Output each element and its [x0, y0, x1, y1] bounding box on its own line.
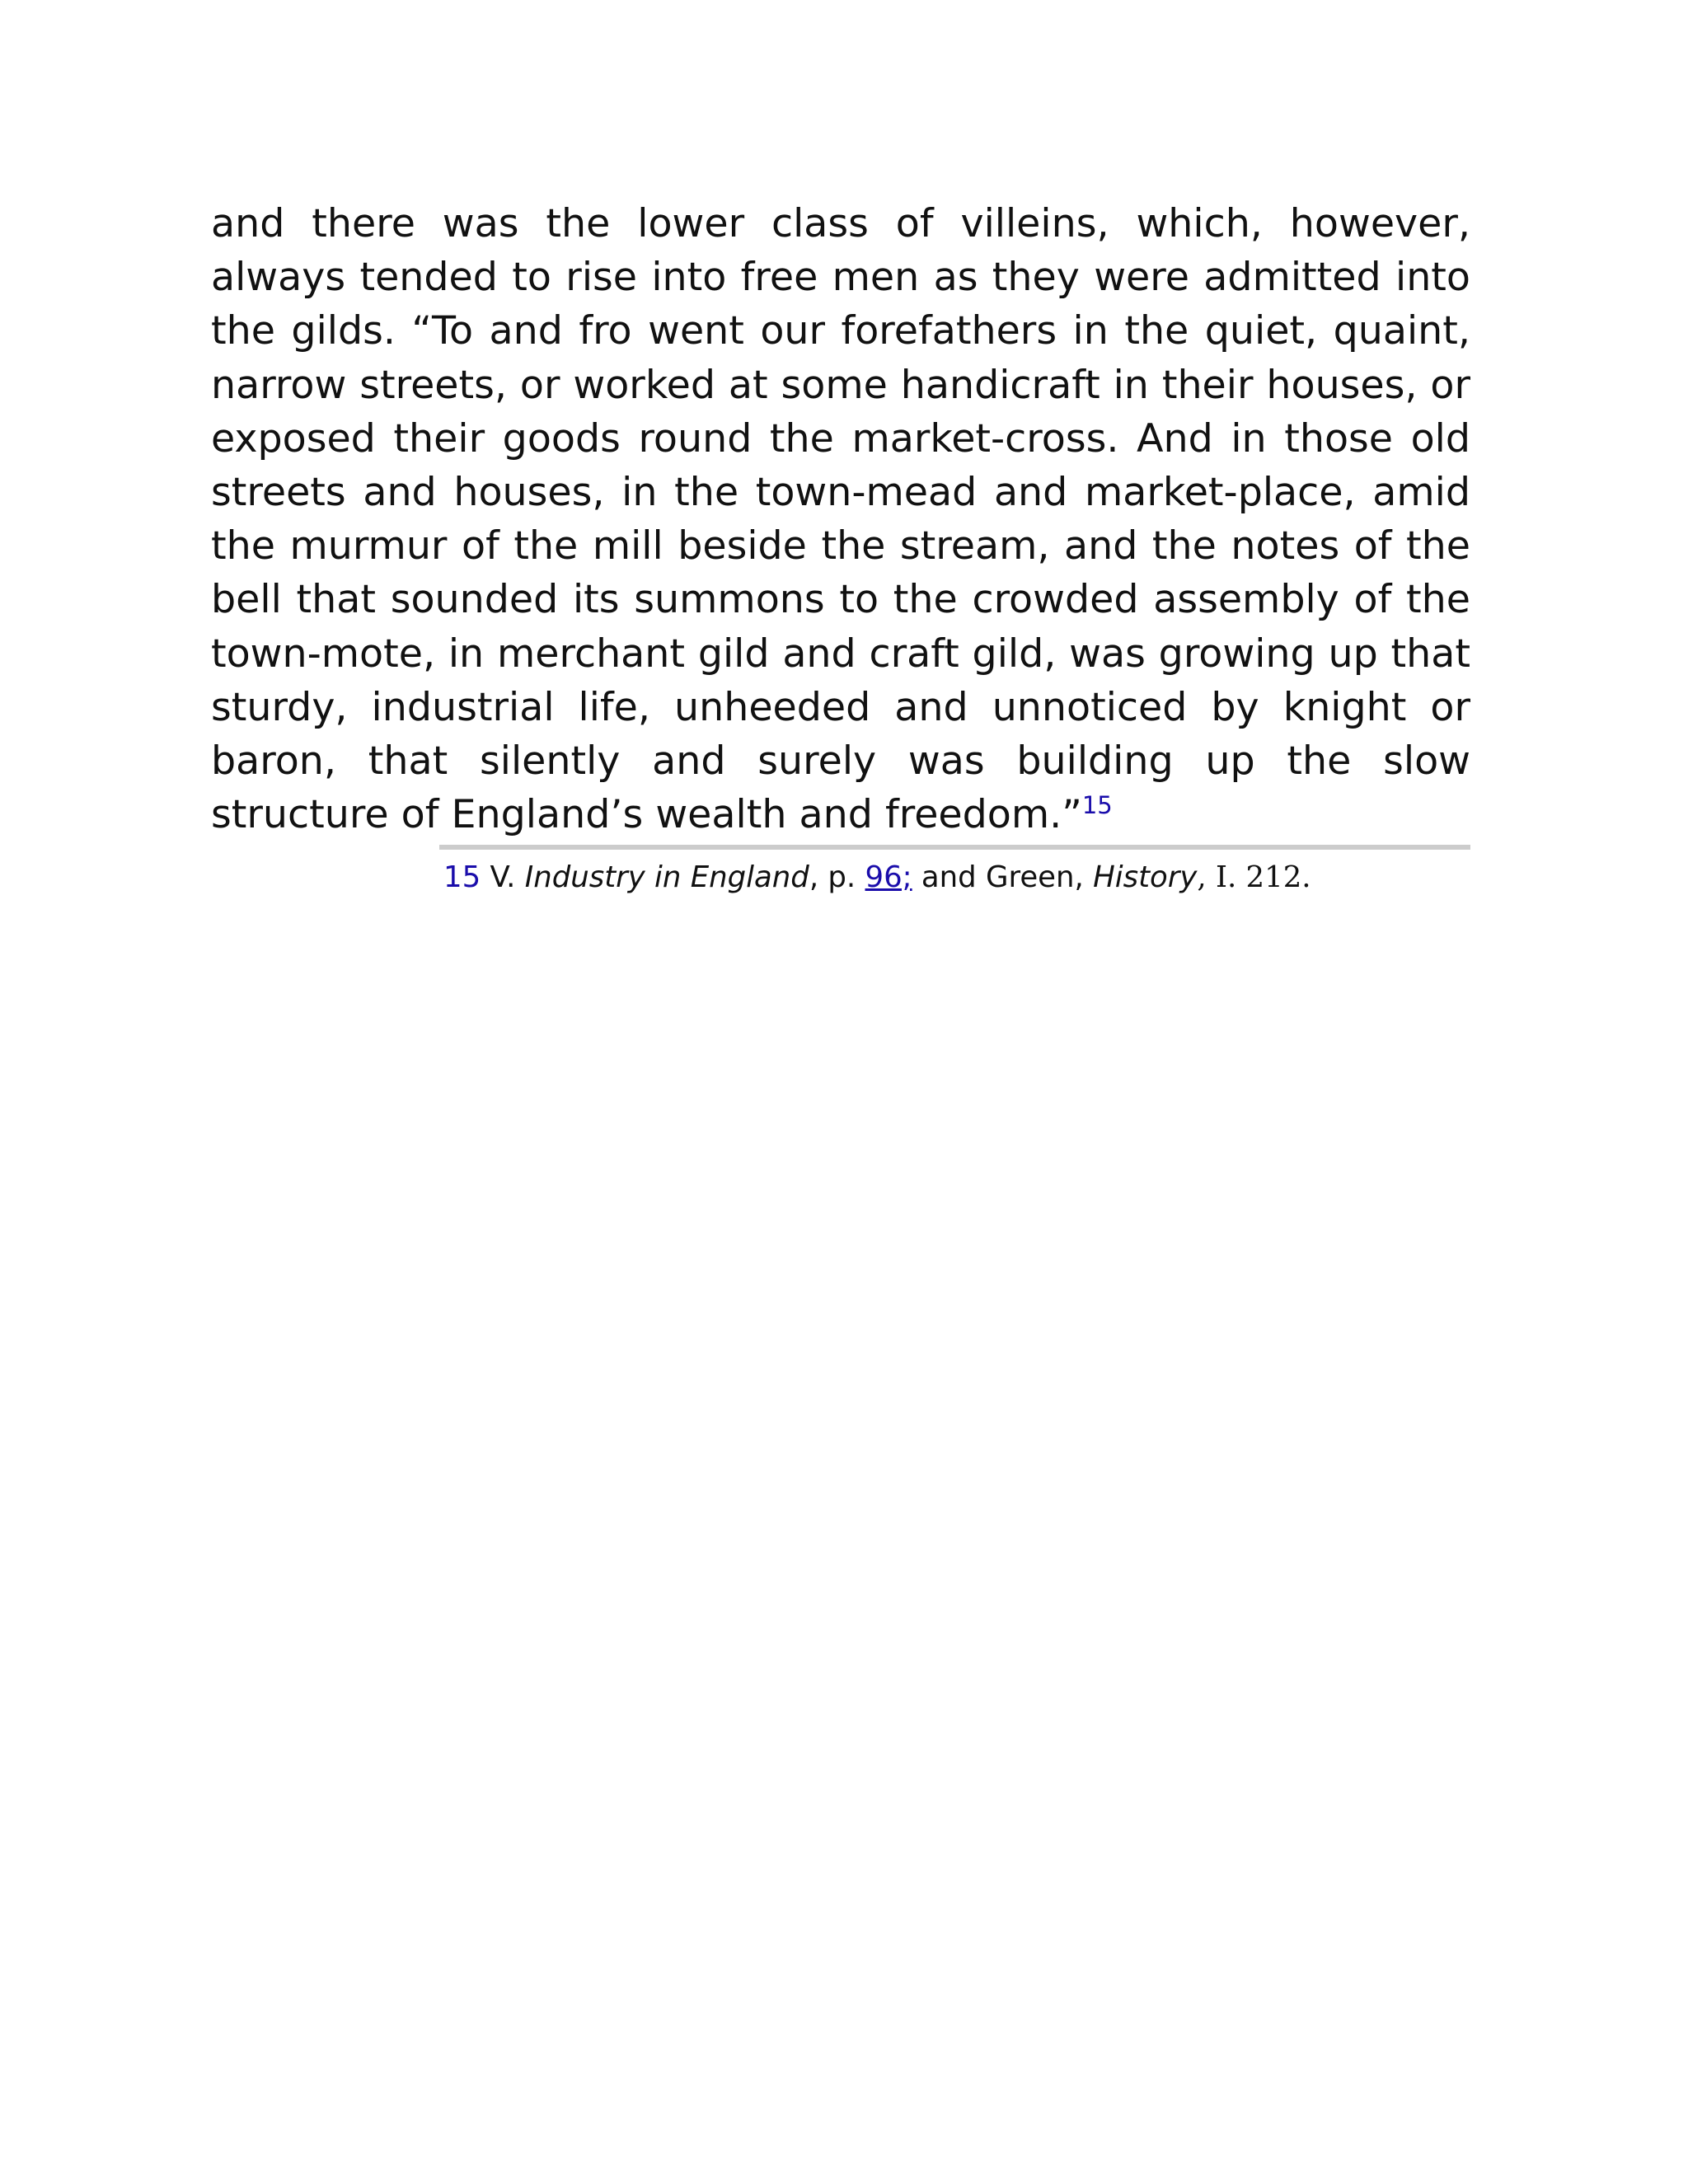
footnote [443, 857, 1470, 898]
body-paragraph [211, 197, 1470, 841]
paragraph-text: and there was the lower class of villeins, which, however, always tended to rise into free men as they were admitted into the gilds. “To and fro went our forefathers in the quiet, quaint, narrow streets, or worked at some handicraft in their houses, or exposed their goods round the market-cross. And in those old streets and houses, in the town-mead and market-place, amid the murmur of the mill beside the stream, and the notes of the bell that sounded its summons to the crowded assembly of the town-mote, in merchant gild and craft gild, was growing up that sturdy, industrial life, unheeded and unnoticed by knight or baron, that silently and surely was building up the slow structure of England’s wealth and freedom.” [211, 201, 1470, 838]
footnote-title-industry: Industry in England [524, 860, 809, 894]
footnote-number-link[interactable]: 15 [443, 860, 481, 894]
footnote-title-history: History [1093, 860, 1198, 894]
footnote-reference-link[interactable]: 15 [1081, 791, 1113, 820]
footnote-prefix: V. [481, 860, 525, 894]
footnote-divider [439, 845, 1470, 850]
footnote-page-label: , p. [809, 860, 865, 894]
footnote-page-link[interactable]: 96; [865, 860, 912, 894]
footnote-citation: , I. 212. [1197, 860, 1311, 894]
footnote-author: and Green, [912, 860, 1094, 894]
